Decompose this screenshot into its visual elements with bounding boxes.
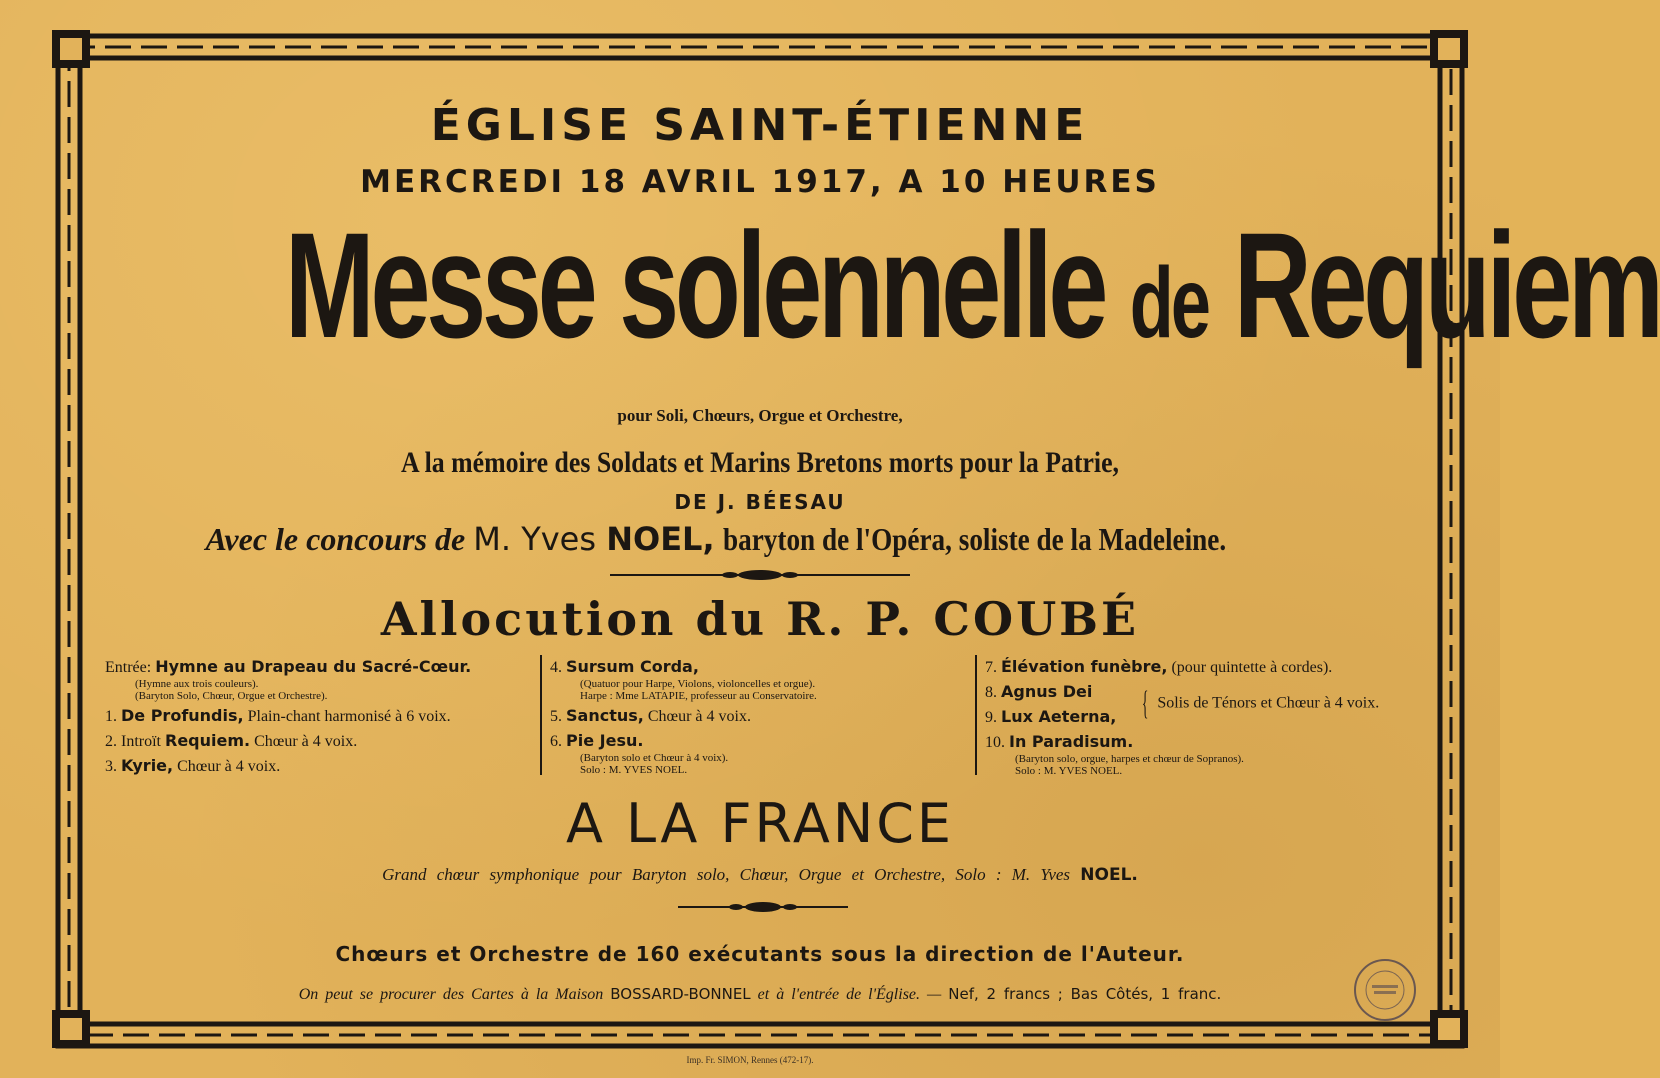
item-desc: Solis de Ténors et Chœur à 4 voix.: [1157, 694, 1380, 712]
concours-line: [100, 520, 1420, 558]
programme-column-2: [540, 655, 970, 775]
item-desc: (pour quintette à cordes).: [1171, 659, 1333, 676]
programme-column-1: [105, 655, 535, 779]
soloist-last: NOEL,: [606, 520, 715, 558]
concours-prefix: Avec le concours de: [205, 521, 466, 557]
list-item: [985, 730, 1425, 755]
item-note: Harpe : Mme LATAPIE, professeur au Conservatoire.: [580, 690, 817, 702]
cartes-pre: On peut se procurer des Cartes à la Maison: [298, 986, 604, 1003]
cartes-line: [100, 985, 1420, 1004]
item-prefix: Introït: [121, 733, 161, 750]
title-part2: Requiem: [1233, 201, 1660, 369]
list-item: [105, 754, 535, 779]
list-item: [550, 655, 970, 680]
item-note: (Baryton Solo, Chœur, Orgue et Orchestre).: [135, 690, 328, 702]
item-number: 8.: [985, 684, 997, 701]
item-desc: Chœur à 4 voix.: [254, 733, 358, 750]
event-date: MERCREDI 18 AVRIL 1917, A 10 HEURES: [360, 164, 1160, 200]
item-number: 9.: [985, 709, 997, 726]
list-item: [105, 729, 535, 754]
composer-line: DE J. BÉESAU: [674, 490, 846, 514]
memoire-line: A la mémoire des Soldats et Marins Bretons morts pour la Patrie,: [400, 446, 1120, 479]
item-number: 7.: [985, 659, 997, 676]
soloist-first: M. Yves: [473, 520, 597, 558]
main-title: [284, 201, 1660, 383]
list-item: [550, 729, 970, 754]
soloist-name: [473, 520, 714, 558]
ornament-divider-bottom: [678, 900, 848, 914]
cartes-prices: Nef, 2 francs ; Bas Côtés, 1 franc.: [948, 985, 1222, 1003]
item-desc: Chœur à 4 voix.: [177, 758, 281, 775]
brace-glyph: {: [1141, 685, 1149, 722]
france-description: [100, 865, 1420, 885]
item-number: 5.: [550, 708, 562, 725]
item-number: 1.: [105, 708, 117, 725]
choeurs-line: Chœurs et Orchestre de 160 exécutants sous la direction de l'Auteur.: [335, 942, 1185, 966]
list-item: [105, 704, 535, 729]
item-title: Sanctus,: [566, 706, 644, 725]
ornament-divider-top: [610, 568, 910, 582]
france-title: A LA FRANCE: [565, 792, 955, 855]
item-title: Hymne au Drapeau du Sacré-Cœur.: [155, 657, 472, 676]
list-item: [550, 704, 970, 729]
item-title: De Profundis,: [121, 706, 244, 725]
item-title: Kyrie,: [121, 756, 174, 775]
soli-line: pour Soli, Chœurs, Orgue et Orchestre,: [617, 406, 903, 425]
item-desc: Plain-chant harmonisé à 6 voix.: [247, 708, 451, 725]
item-title: Lux Aeterna,: [1001, 707, 1117, 726]
item-note: (Hymne aux trois couleurs).: [135, 678, 259, 690]
item-title: In Paradisum.: [1009, 732, 1134, 751]
item-note: Solo : M. YVES NOEL.: [580, 764, 688, 776]
cartes-mid: et à l'entrée de l'Église. —: [757, 986, 942, 1003]
item-title: Requiem.: [165, 731, 251, 750]
france-desc-text: Grand chœur symphonique pour Baryton solo, Chœur, Orgue et Orchestre, Solo : M. Yves: [382, 865, 1071, 884]
item-desc: Chœur à 4 voix.: [647, 708, 751, 725]
allocution-line: Allocution du R. P. COUBÉ: [380, 592, 1140, 646]
list-item: [985, 655, 1425, 680]
item-title: Agnus Dei: [1001, 682, 1093, 701]
printer-imprint: Imp. Fr. SIMON, Rennes (472-17).: [686, 1055, 814, 1065]
soloist-role: baryton de l'Opéra, soliste de la Madeleine.: [722, 521, 1226, 557]
item-note: Solo : M. YVES NOEL.: [1015, 765, 1123, 777]
item-title: Pie Jesu.: [566, 731, 644, 750]
item-note: (Baryton solo et Chœur à 4 voix).: [580, 752, 729, 764]
poster-content: [100, 80, 1660, 1025]
agnus-lux-note: [1137, 685, 1379, 723]
archive-stamp: [1350, 955, 1420, 1025]
item-number: 6.: [550, 733, 562, 750]
item-number: 2.: [105, 733, 117, 750]
item-label: Entrée:: [105, 659, 152, 676]
item-note: (Quatuor pour Harpe, Violons, violoncelles et orgue).: [580, 678, 816, 690]
church-name: ÉGLISE SAINT-ÉTIENNE: [430, 100, 1090, 151]
item-title: Élévation funèbre,: [1001, 657, 1168, 676]
item-note: (Baryton solo, orgue, harpes et chœur de Sopranos).: [1015, 753, 1244, 765]
title-part1: Messe solennelle: [284, 201, 1105, 369]
item-number: 10.: [985, 734, 1005, 751]
list-item: [105, 655, 535, 680]
cartes-house: BOSSARD-BONNEL: [610, 985, 751, 1003]
item-title: Sursum Corda,: [566, 657, 699, 676]
programme: [100, 655, 1420, 815]
france-desc-name: NOEL.: [1080, 865, 1138, 885]
programme-column-3: [975, 655, 1425, 775]
item-number: 4.: [550, 659, 562, 676]
title-de: de: [1129, 247, 1209, 359]
item-number: 3.: [105, 758, 117, 775]
